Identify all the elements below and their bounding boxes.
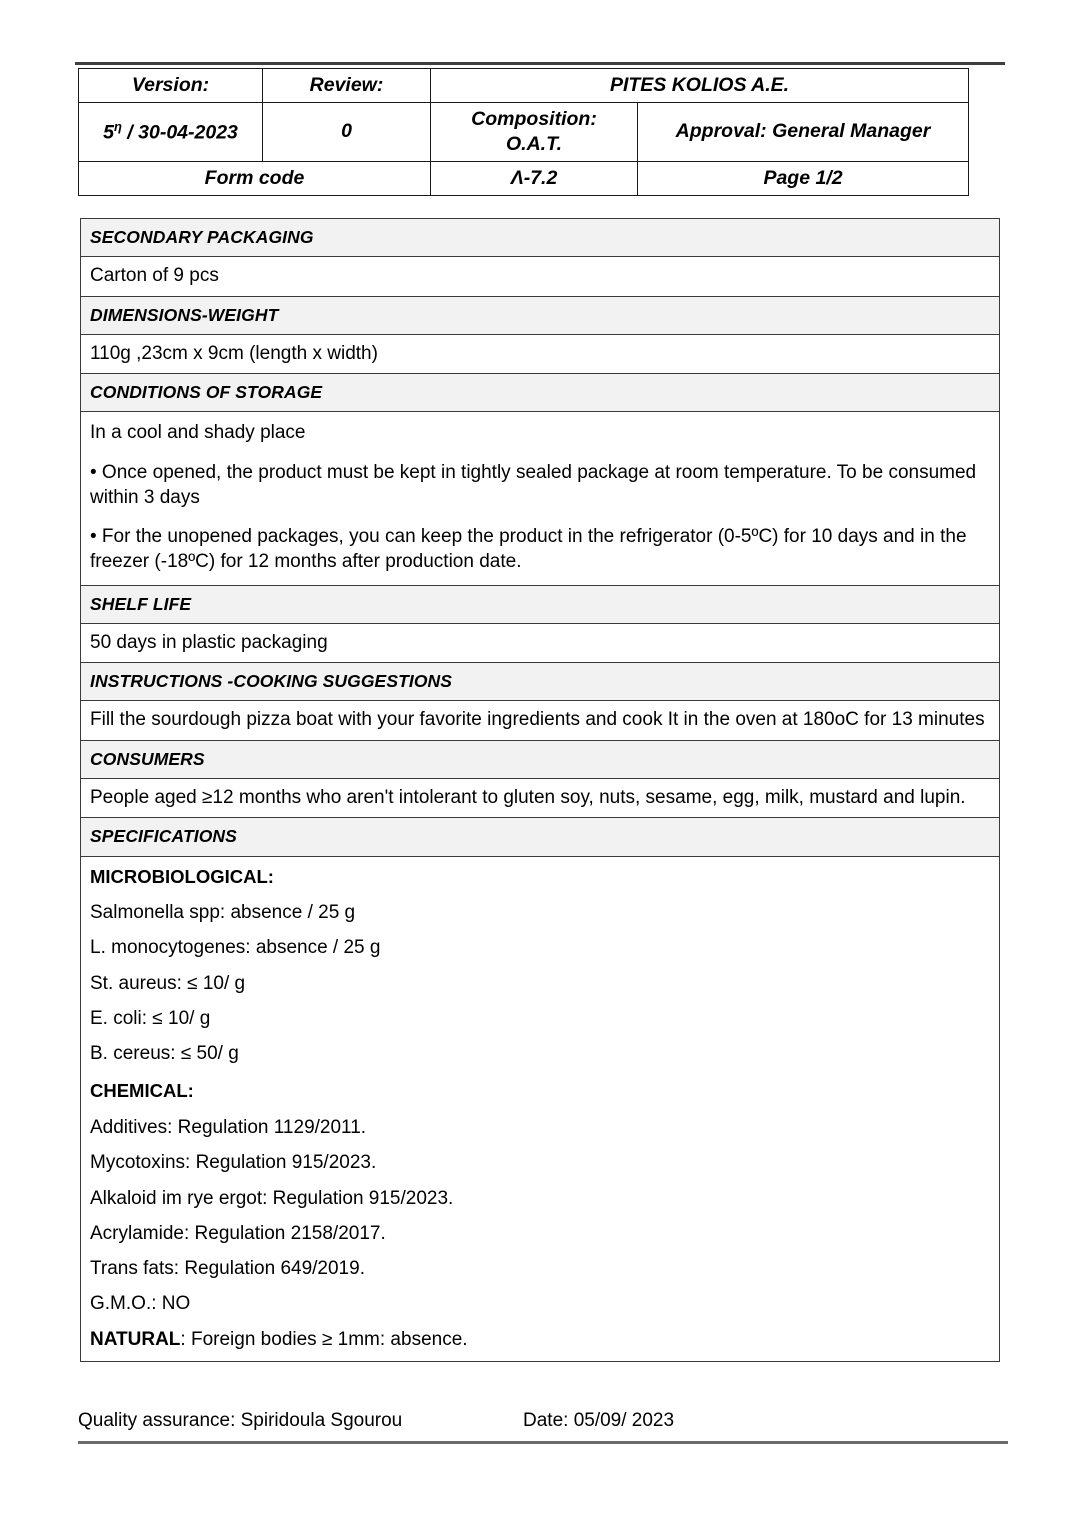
section-body-dimensions-weight: 110g ,23cm x 9cm (length x width) xyxy=(81,334,1000,373)
specification-table xyxy=(80,218,1000,1362)
version-date: / 30-04-2023 xyxy=(121,121,238,144)
header-top-rule xyxy=(75,62,1005,65)
composition-label: Composition: xyxy=(471,107,597,130)
section-heading-conditions-of-storage: CONDITIONS OF STORAGE xyxy=(81,374,1000,412)
version-number: 5 xyxy=(103,121,114,144)
storage-line-3: • For the unopened packages, you can keep the product in the refrigerator (0-5ºC) for 10 days and in the freezer (-18ºC) for 12 months after production date. xyxy=(90,526,967,573)
page-number: Page 1/2 xyxy=(638,161,969,195)
footer-text-row xyxy=(78,1410,1008,1441)
section-heading-specifications: SPECIFICATIONS xyxy=(81,818,1000,856)
section-heading-shelf-life: SHELF LIFE xyxy=(81,585,1000,623)
footer-rule xyxy=(78,1441,1008,1444)
spec-item: E. coli: ≤ 10/ g xyxy=(90,1007,211,1029)
storage-line-2: • Once opened, the product must be kept in tightly sealed package at room temperature. To be consumed within 3 days xyxy=(90,461,977,508)
table-row xyxy=(81,623,1000,662)
subheading-microbiological: MICROBIOLOGICAL: xyxy=(90,865,274,887)
section-body-conditions-of-storage xyxy=(81,412,1000,585)
spec-item: G.M.O.: NO xyxy=(90,1293,191,1315)
form-code-value: Λ-7.2 xyxy=(431,161,638,195)
document-header-table xyxy=(78,68,969,196)
table-row xyxy=(81,856,1000,1361)
document-footer xyxy=(78,1410,1008,1444)
composition-cell xyxy=(431,102,638,161)
section-body-consumers: People aged ≥12 months who aren't intolerant to gluten soy, nuts, sesame, egg, milk, mustard and lupin. xyxy=(81,778,1000,817)
table-row xyxy=(81,778,1000,817)
footer-date: Date: 05/09/ 2023 xyxy=(523,1410,675,1431)
spec-item: Additives: Regulation 1129/2011. xyxy=(90,1117,367,1139)
header-row-values xyxy=(79,102,969,161)
section-body-shelf-life: 50 days in plastic packaging xyxy=(81,623,1000,662)
storage-line-1: In a cool and shady place xyxy=(90,422,306,444)
footer-quality-assurance: Quality assurance: Spiridoula Sgourou xyxy=(78,1410,403,1431)
table-row xyxy=(81,701,1000,740)
version-value xyxy=(79,102,263,161)
table-row xyxy=(81,585,1000,623)
spec-item: St. aureus: ≤ 10/ g xyxy=(90,972,246,994)
section-body-instructions: Fill the sourdough pizza boat with your favorite ingredients and cook It in the oven at 180oC for 13 minutes xyxy=(81,701,1000,740)
section-heading-instructions: INSTRUCTIONS -COOKING SUGGESTIONS xyxy=(81,663,1000,701)
spec-item: Alkaloid im rye ergot: Regulation 915/2023. xyxy=(90,1187,454,1209)
review-label: Review: xyxy=(263,69,431,103)
natural-value: : Foreign bodies ≥ 1mm: absence. xyxy=(180,1328,468,1350)
table-row xyxy=(81,740,1000,778)
spec-item-natural xyxy=(90,1319,990,1354)
version-label: Version: xyxy=(79,69,263,103)
table-row xyxy=(81,663,1000,701)
spec-item: Mycotoxins: Regulation 915/2023. xyxy=(90,1152,377,1174)
spec-item: Trans fats: Regulation 649/2019. xyxy=(90,1258,365,1280)
approval-cell: Approval: General Manager xyxy=(638,102,969,161)
version-superscript: η xyxy=(113,118,122,134)
table-row xyxy=(81,412,1000,585)
table-row xyxy=(81,818,1000,856)
spec-item: Salmonella spp: absence / 25 g xyxy=(90,902,356,924)
section-heading-secondary-packaging: SECONDARY PACKAGING xyxy=(81,219,1000,257)
spec-item: Acrylamide: Regulation 2158/2017. xyxy=(90,1222,386,1244)
table-row xyxy=(81,257,1000,296)
spec-item: L. monocytogenes: absence / 25 g xyxy=(90,937,381,959)
table-row xyxy=(81,334,1000,373)
section-body-specifications xyxy=(81,856,1000,1361)
section-heading-dimensions-weight: DIMENSIONS-WEIGHT xyxy=(81,296,1000,334)
composition-value: O.A.T. xyxy=(506,132,562,155)
company-name: PITES KOLIOS A.E. xyxy=(431,69,969,103)
natural-label: NATURAL xyxy=(90,1328,181,1350)
form-code-label: Form code xyxy=(79,161,431,195)
section-body-secondary-packaging: Carton of 9 pcs xyxy=(81,257,1000,296)
table-row xyxy=(81,296,1000,334)
header-row-formcode xyxy=(79,161,969,195)
header-row-labels xyxy=(79,69,969,103)
subheading-chemical: CHEMICAL: xyxy=(90,1080,194,1102)
review-value: 0 xyxy=(263,102,431,161)
section-heading-consumers: CONSUMERS xyxy=(81,740,1000,778)
table-row xyxy=(81,219,1000,257)
table-row xyxy=(81,374,1000,412)
spec-item: B. cereus: ≤ 50/ g xyxy=(90,1043,239,1065)
